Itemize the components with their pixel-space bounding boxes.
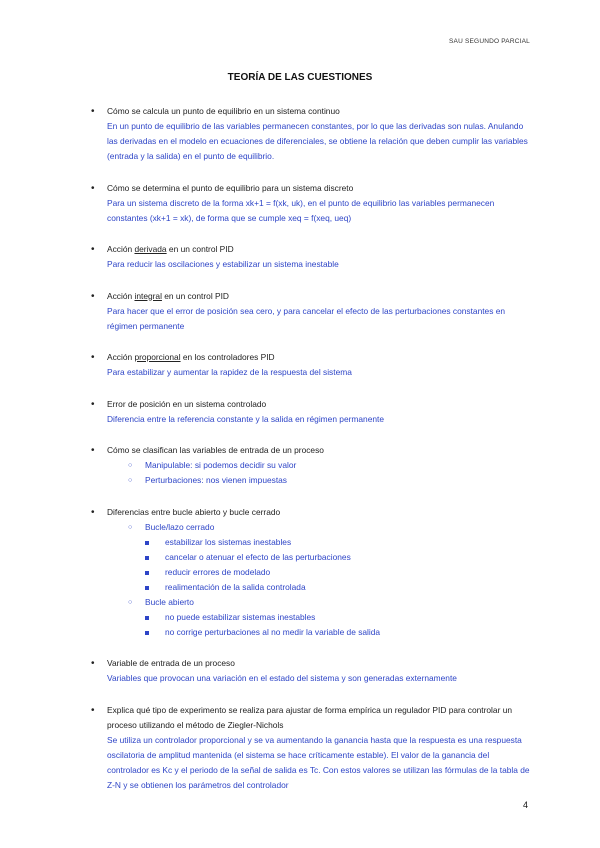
- question-suffix: en un control PID: [161, 290, 229, 301]
- sub-sub-list-item: realimentación de la salida controlada: [107, 580, 531, 595]
- answer-text: Para hacer que el error de posición sea cero, y para cancelar el efecto de las perturbaciones constantes en régimen permanente: [107, 305, 506, 331]
- open-loop-list: [107, 610, 531, 640]
- sub-list-item: ○ Manipulable: si podemos decidir su valor: [107, 458, 531, 473]
- list-item: [91, 350, 531, 380]
- question-text: • Cómo se clasifican las variables de entrada de un proceso: [107, 445, 324, 455]
- question-text: [107, 289, 531, 304]
- list-item: [91, 242, 531, 272]
- question-text: [107, 350, 531, 365]
- page-title: TEORÍA DE LAS CUESTIONES: [227, 72, 373, 83]
- answer-text: Para estabilizar y aumentar la rapidez de la respuesta del sistema: [107, 367, 352, 377]
- list-item: [91, 703, 531, 793]
- question-text: • Diferencias entre bucle abierto y bucle cerrado: [107, 506, 281, 517]
- question-suffix: en los controladores PID: [180, 352, 275, 362]
- sub-sub-list-item: cancelar o atenuar el efecto de las perturbaciones: [107, 550, 531, 565]
- answer-text: Diferencia entre la referencia constante y la salida en régimen permanente: [107, 413, 384, 424]
- answer-text: En un punto de equilibrio de las variables permanecen constantes, por lo que las derivadas son nulas. Anulando las derivadas en el modelo en ecuaciones de diferenciales, se obtiene la relación que deben cumplir las variables (entrada y la salida) en el punto de equilibrio.: [107, 121, 528, 161]
- question-suffix: en un control PID: [166, 244, 234, 254]
- sub-sub-list-item: no puede estabilizar sistemas inestables: [107, 610, 531, 625]
- sub-list: [107, 458, 531, 488]
- question-prefix: Acción: [107, 352, 135, 362]
- page-header: SAU SEGUNDO PARCIAL: [449, 38, 530, 45]
- sub-list-item: ○ Perturbaciones: nos vienen impuestas: [107, 473, 531, 488]
- closed-loop-label: ○ Bucle/lazo cerrado: [107, 520, 531, 535]
- page-number: 4: [522, 800, 528, 810]
- question-text: • Variable de entrada de un proceso: [107, 658, 235, 668]
- question-prefix: Acción: [107, 290, 135, 301]
- list-item: [91, 397, 531, 427]
- underlined-term: proporcional: [134, 352, 181, 362]
- sub-list: [107, 520, 531, 535]
- list-item: [91, 505, 531, 640]
- question-text: • Cómo se determina el punto de equilibrio para un sistema discreto: [107, 182, 354, 193]
- question-text: • Cómo se calcula un punto de equilibrio en un sistema continuo: [107, 106, 340, 116]
- answer-text: Para un sistema discreto de la forma xk+1 = f(xk, uk), en el punto de equilibrio las variables permanecen constantes (xk+1 = xk), de forma que se cumple xeq = f(xeq, ueq): [107, 197, 495, 223]
- question-text: • Explica qué tipo de experimento se realiza para ajustar de forma empírica un regulador PID para controlar un proceso utilizando el método de Ziegler-Nichols: [107, 704, 513, 730]
- question-prefix: Acción: [107, 244, 135, 254]
- list-item: [91, 104, 531, 164]
- list-item: [91, 443, 531, 488]
- closed-loop-list: [107, 535, 531, 595]
- list-item: [91, 181, 531, 226]
- sub-list: [107, 595, 531, 610]
- answer-text: Para reducir las oscilaciones y estabilizar un sistema inestable: [107, 259, 339, 269]
- underlined-term: derivada: [134, 244, 167, 254]
- sub-sub-list-item: reducir errores de modelado: [107, 565, 531, 580]
- underlined-term: integral: [134, 290, 162, 301]
- list-item: [91, 656, 531, 686]
- open-loop-label: ○ Bucle abierto: [107, 595, 531, 610]
- list-item: [91, 289, 531, 334]
- question-text: [107, 242, 531, 257]
- answer-text: Variables que provocan una variación en el estado del sistema y son generadas externamente: [107, 673, 457, 683]
- question-text: • Error de posición en un sistema controlado: [107, 398, 267, 409]
- content: [91, 104, 531, 809]
- sub-sub-list-item: no corrige perturbaciones al no medir la variable de salida: [107, 625, 531, 640]
- sub-sub-list-item: estabilizar los sistemas inestables: [107, 535, 531, 550]
- answer-text: Se utiliza un controlador proporcional y se va aumentando la ganancia hasta que la respuesta es una respuesta oscilatoria de amplitud mantenida (el sistema se hace críticamente estable). El valor de la ganancia del controlador es Kc y el periodo de la señal de salida es Tc. Con estos valores se utilizan las fórmulas de la tabla de Z-N y se obtienen los parámetros del controlador: [107, 734, 530, 790]
